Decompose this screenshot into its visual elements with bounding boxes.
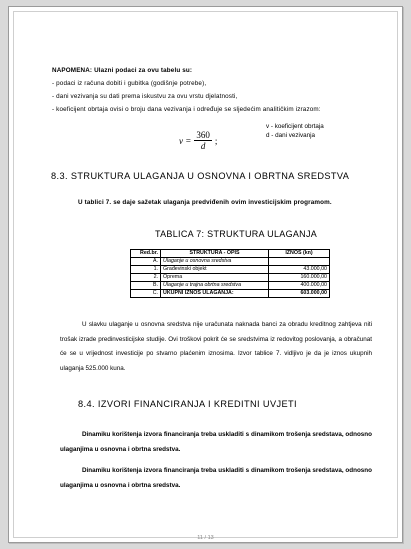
table-row (131, 258, 330, 266)
note-item-2: - dani vezivanja su dati prema iskustvu za ovu vrstu djelatnosti, (52, 93, 238, 100)
row-description: UKUPNI IZNOS ULAGANJA: (161, 290, 269, 298)
row-number: 1. (131, 266, 161, 274)
section-8-3-heading: 8.3. STRUKTURA ULAGANJA U OSNOVNA I OBRTNA SREDSTVA (51, 171, 350, 181)
financing-paragraph-1: Dinamiku korištenja izvora financiranja treba uskladiti s dinamikom trošenja sredstava, odnosno ulaganjima u osnovna i obrtna sredstva. (60, 431, 372, 453)
header-opis: STRUKTURA - OPIS (161, 250, 269, 258)
row-description: Građevinski objekt (161, 266, 269, 274)
section-8-3-intro: U tablici 7. se daje sažetak ulaganja predviđenih ovim investicijskim programom. (78, 199, 332, 206)
formula-lhs: v = (179, 135, 192, 146)
table-total-row (131, 290, 330, 298)
row-number: 2. (131, 274, 161, 282)
row-amount: 400.000,00 (269, 282, 330, 290)
formula-legend-v: v - koeficijent obrtaja (266, 123, 324, 130)
page-number: 11 / 13 (197, 535, 214, 541)
formula-numerator: 360 (196, 130, 210, 140)
formula-fraction (194, 130, 212, 151)
row-amount: 603.000,00 (269, 290, 330, 298)
note-item-3: - koeficijent obrtaja ovisi o broju dana vezivanja i određuje se sljedećim analitičkim izrazom: (52, 106, 321, 113)
note-title: NAPOMENA: Ulazni podaci za ovu tabelu su: (52, 67, 193, 74)
row-description: Oprema (161, 274, 269, 282)
row-description: Ulaganje u trajna obrtna sredstva (161, 282, 269, 290)
row-amount: 160.000,00 (269, 274, 330, 282)
document-page (8, 6, 403, 543)
formula-denominator: d (200, 141, 206, 151)
row-amount: 43.000,00 (269, 266, 330, 274)
row-number: A. (131, 258, 161, 266)
turnover-formula (179, 130, 217, 151)
table-row (131, 282, 330, 290)
investment-structure-table (130, 249, 330, 298)
header-iznos: IZNOS (kn) (269, 250, 330, 258)
financing-paragraph-2: Dinamiku korištenja izvora financiranja treba uskladiti s dinamikom trošenja sredstava, odnosno ulaganjima u osnovna i obrtna sredstva. (60, 467, 372, 489)
row-number: C. (131, 290, 161, 298)
investment-paragraph: U slavku ulaganje u osnovna sredstva nije uračunata naknada banci za obradu kreditnog zahtjeva niti trošak izrade predinvesticijske studije. Ovi troškovi pokrit će se sredstvima iz redovitog poslovanja, a obračunat će se u vrijednost investicije po stvarno plaćenim iznosima. Izvor tablice 7. vidljivo je da je iznos ukupnih ulaganja 525.000 kuna. (60, 321, 372, 372)
table-7-title: TABLICA 7: STRUKTURA ULAGANJA (155, 229, 318, 239)
formula-suffix: ; (214, 135, 218, 146)
row-amount (269, 258, 330, 266)
table-row (131, 266, 330, 274)
note-item-1: - podaci iz računa dobiti i gubitka (godišnje potrebe), (52, 80, 207, 87)
formula-legend-d: d - dani vezivanja (266, 132, 316, 139)
table-row (131, 274, 330, 282)
header-rb: Red.br. (131, 250, 161, 258)
row-description: Ulaganje u osnovna sredstva (161, 258, 269, 266)
section-8-4-heading: 8.4. IZVORI FINANCIRANJA I KREDITNI UVJETI (78, 399, 297, 409)
row-number: B. (131, 282, 161, 290)
table-header-row (131, 250, 330, 258)
